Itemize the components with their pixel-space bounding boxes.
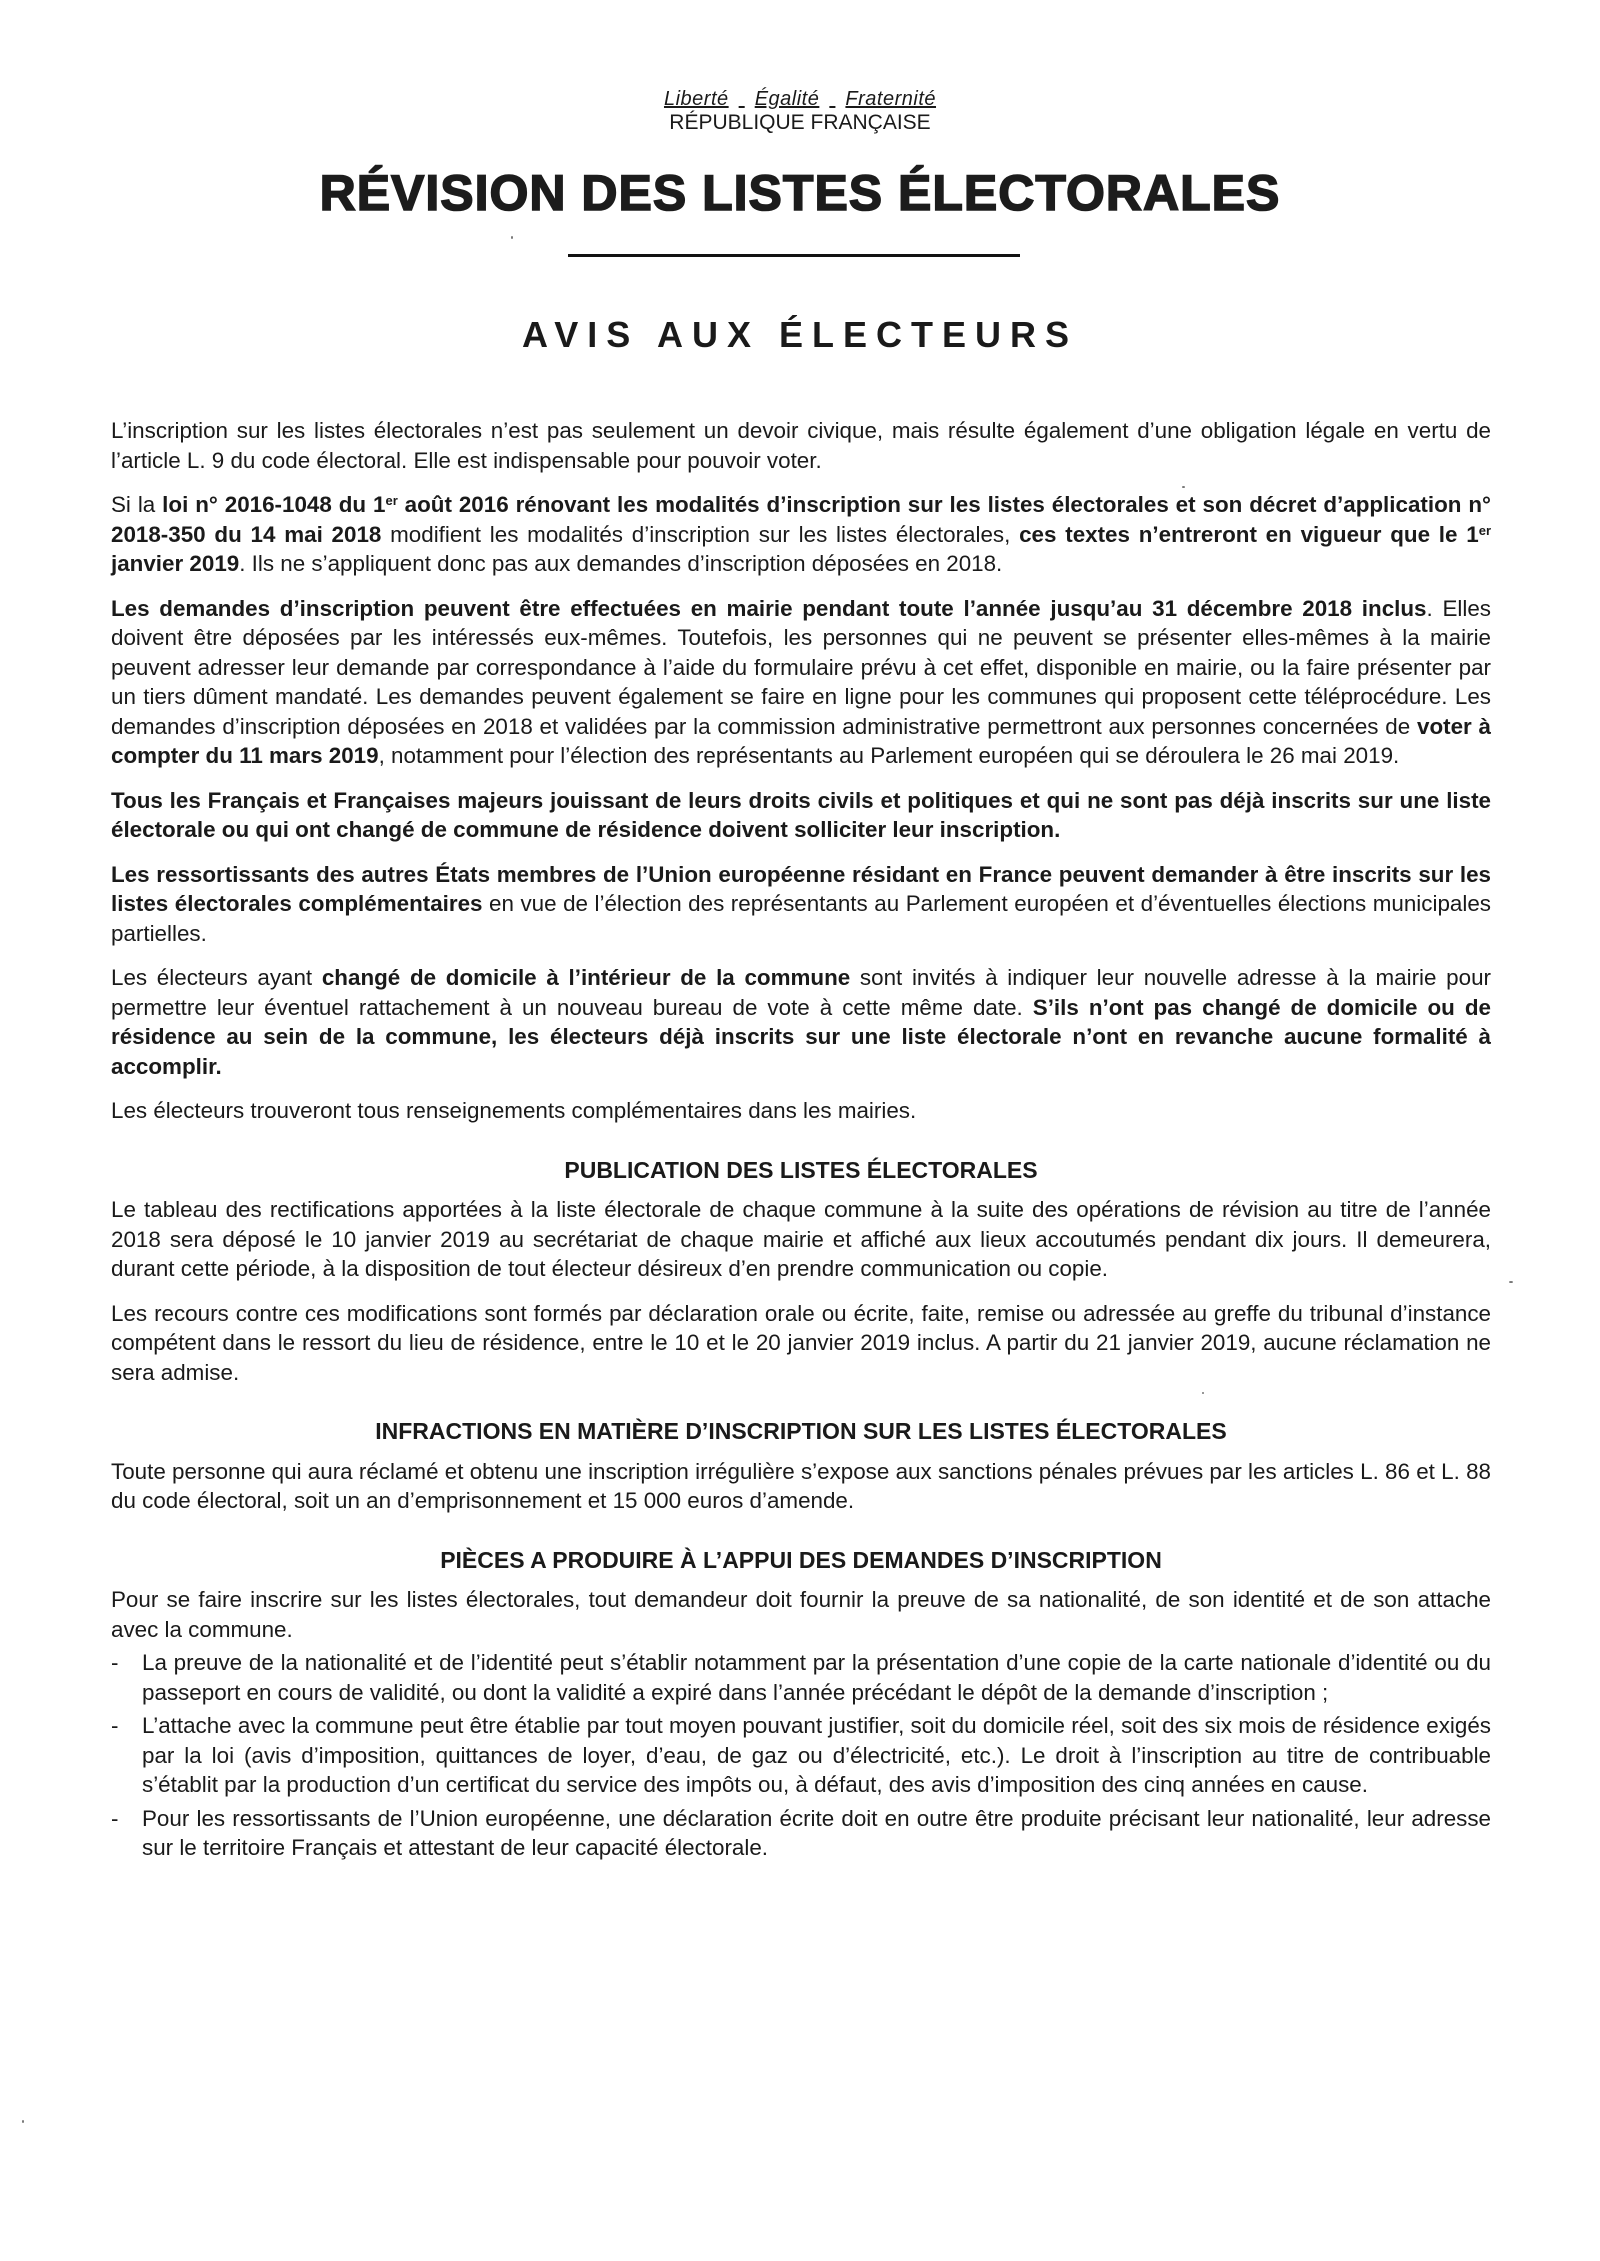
list-item: - Pour les ressortissants de l’Union européenne, une déclaration écrite doit en outre être produite précisant leur nationalité, leur adresse sur le territoire Français et attestant de leur capacité électorale. [111, 1805, 1491, 1860]
section-heading-publication: PUBLICATION DES LISTES ÉLECTORALES [564, 1156, 1038, 1183]
bullet-dash: - [111, 1650, 119, 1675]
intro-paragraph-7: Les électeurs trouveront tous renseignements complémentaires dans les mairies. [111, 1098, 917, 1123]
bullet-dash: - [111, 1805, 119, 1831]
scan-speck [1182, 486, 1185, 488]
intro-paragraph-2: Si la loi n° 2016-1048 du 1er août 2016 rénovant les modalités d’inscription sur les listes électorales et son décret d’application n° 2018-350 du 14 mai 2018 modifient les modalités d’inscription sur les listes électorales, ces textes n’entreront en vigueur que le 1er janvier 2019. Ils ne s’appliquent donc pas aux demandes d’inscription déposées en 2018. [111, 492, 1492, 576]
page-subtitle: AVIS AUX ÉLECTEURS [521, 314, 1079, 355]
list-item: - L’attache avec la commune peut être établie par tout moyen pouvant justifier, soit du domicile réel, soit des six mois de résidence exigés par la loi (avis d’imposition, quittances de loyer, d’eau, de gaz ou d’électricité, etc.). Le droit à l’inscription au titre de contribuable s’établit par la production d’un certificat du service des impôts ou, à défaut, des avis d’imposition des cinq années en cause. [111, 1713, 1491, 1797]
republic-label: RÉPUBLIQUE FRANÇAISE [669, 111, 931, 134]
intro-paragraph-6: Les électeurs ayant changé de domicile à l’intérieur de la commune sont invités à indiquer leur nouvelle adresse à la mairie pour permettre leur éventuel rattachement à un nouveau bureau de vote à cette même date. S’ils n’ont pas changé de domicile ou de résidence au sein de la commune, les électeurs déjà inscrits sur une liste électorale n’ont en revanche aucune formalité à accomplir. [111, 965, 1491, 1079]
pieces-paragraph: Pour se faire inscrire sur les listes électorales, tout demandeur doit fournir la preuve de sa nationalité, de son identité et de son attache avec la commune. [111, 1587, 1491, 1642]
intro-paragraph-3: Les demandes d’inscription peuvent être effectuées en mairie pendant toute l’année jusqu’au 31 décembre 2018 inclus. Elles doivent être déposées par les intéressés eux-mêmes. Toutefois, les personnes qui ne peuvent se présenter elles-mêmes à la mairie peuvent adresser leur demande par correspondance à l’aide du formulaire prévu à cet effet, disponible en mairie, ou la faire présenter par un tiers dûment mandaté. Les demandes peuvent également se faire en ligne pour les communes qui proposent cette téléprocédure. Les demandes d’inscription déposées en 2018 et validées par la commission administrative permettront aux personnes concernées de voter à compter du 11 mars 2019, notamment pour l’élection des représentants au Parlement européen qui se déroulera le 26 mai 2019. [111, 595, 1491, 768]
publication-paragraph-1: Le tableau des rectifications apportées à la liste électorale de chaque commune à la suite des opérations de révision au titre de l’année 2018 sera déposé le 10 janvier 2019 au secrétariat de chaque mairie et affiché aux lieux accoutumés pendant dix jours. Il demeurera, durant cette période, à la disposition de tout électeur désireux d’en prendre communication ou copie. [111, 1197, 1491, 1281]
notice-body [111, 416, 1491, 1867]
motto-fraternite: Fraternité [845, 88, 937, 110]
scan-speck [1202, 1392, 1204, 1394]
infractions-paragraph: Toute personne qui aura réclamé et obtenu une inscription irrégulière s’expose aux sanctions pénales prévues par les articles L. 86 et L. 88 du code électoral, soit un an d’emprisonnement et 15 000 euros d’amende. [111, 1458, 1491, 1513]
scan-speck [511, 236, 513, 239]
scan-speck [22, 2120, 24, 2123]
list-item: - La preuve de la nationalité et de l’identité peut s’établir notamment par la présentation d’une copie de la carte nationale d’identité ou du passeport en cours de validité, ou dont la validité a expiré dans l’année précédant le dépôt de la demande d’inscription ; [111, 1650, 1491, 1705]
motto-liberte: Liberté [663, 88, 729, 110]
section-heading-pieces: PIÈCES A PRODUIRE À L’APPUI DES DEMANDES D’INSCRIPTION [440, 1546, 1162, 1573]
motto-egalite: Égalité [754, 88, 820, 110]
section-heading-infractions: INFRACTIONS EN MATIÈRE D’INSCRIPTION SUR LES LISTES ÉLECTORALES [375, 1418, 1227, 1444]
bullet-dash: - [111, 1713, 119, 1738]
publication-paragraph-2: Les recours contre ces modifications sont formés par déclaration orale ou écrite, faite, remise ou adressée au greffe du tribunal d’instance compétent dans le ressort du lieu de résidence, entre le 10 et le 20 janvier 2019 inclus. A partir du 21 janvier 2019, aucune réclamation ne sera admise. [111, 1300, 1491, 1385]
intro-paragraph-5: Les ressortissants des autres États membres de l’Union européenne résidant en France peuvent demander à être inscrits sur les listes électorales complémentaires en vue de l’élection des représentants au Parlement européen et d’éventuelles élections municipales partielles. [111, 861, 1491, 946]
intro-paragraph-1: L’inscription sur les listes électorales n’est pas seulement un devoir civique, mais résulte également d’une obligation légale en vertu de l’article L. 9 du code électoral. Elle est indispensable pour pouvoir voter. [111, 418, 1491, 473]
scan-speck [1509, 1281, 1513, 1283]
requirements-list [111, 1648, 1491, 1863]
title-divider [568, 254, 1020, 257]
republic-motto [0, 88, 1600, 111]
page-title: RÉVISION DES LISTES ÉLECTORALES [319, 165, 1281, 221]
intro-paragraph-4: Tous les Français et Françaises majeurs jouissant de leurs droits civils et politiques et qui ne sont pas déjà inscrits sur une liste électorale ou qui ont changé de commune de résidence doivent solliciter leur inscription. [111, 787, 1491, 842]
